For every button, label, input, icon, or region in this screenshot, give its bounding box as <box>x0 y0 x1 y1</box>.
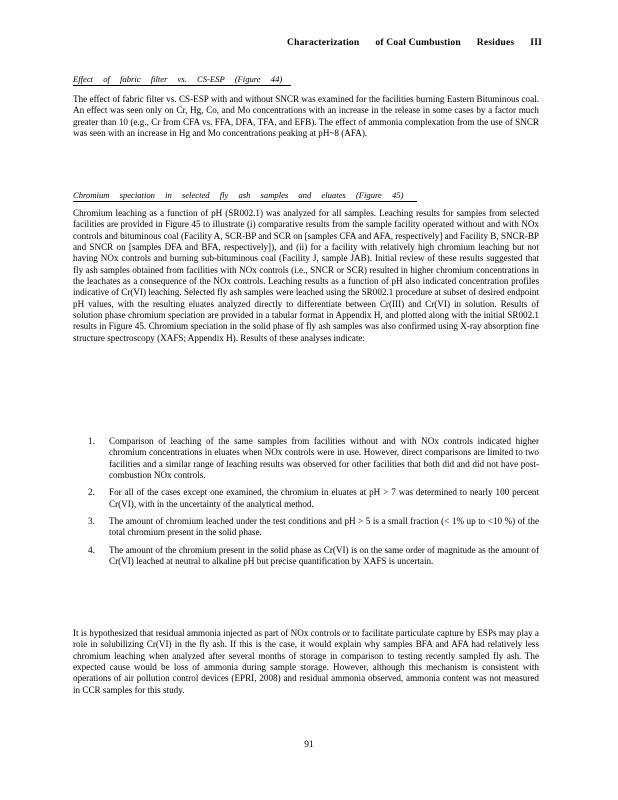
section-heading-fabric-filter: Effect of fabric filter vs. CS-ESP (Figure 44) <box>73 74 291 86</box>
list-item: 2. For all of the cases except one examined, the chromium in eluates at pH > 7 was determined to nearly 100 percent Cr(VI), with in the uncertainty of the analytical method. <box>88 487 539 509</box>
header-word-4: III <box>530 38 542 48</box>
findings-list <box>88 436 539 573</box>
list-item: 4. The amount of the chromium present in the solid phase as Cr(VI) is on the same order of magnitude as the amount of Cr(VI) leached at neutral to alkaline pH but precise quantification by XAFS is uncertain. <box>88 544 539 567</box>
list-item: 1. Comparison of leaching of the same samples from facilities without and with NOx controls indicated higher chromium concentrations in eluates when NOx controls were in use. However, direct comparisons are limited to two facilities and a similar range of leaching results was observed for other facilities that both did and did not have post-combustion NOx controls. <box>88 436 539 481</box>
header-word-2: of Coal Cumbustion <box>375 38 461 48</box>
list-item: 3. The amount of chromium leached under the test conditions and pH > 5 is a small fraction (< 1% up to <10 %) of the total chromium present in the solid phase. <box>88 516 539 538</box>
page-number: 91 <box>304 740 314 750</box>
paragraph-hypothesis: It is hypothesized that residual ammonia injected as part of NOx controls or to facilitate particulate capture by ESPs may play a role in solubilizing Cr(VI) in the fly ash. If this is the case, it would explain why samples BFA and AFA had relatively less chromium leaching when analyzed after several months of storage in comparison to testing recently sampled fly ash. The expected cause would be loss of ammonia during sample storage. However, although this mechanism is consistent with operations of air pollution control devices (EPRI, 2008) and residual ammonia observed, ammonia content was not measured in CCR samples for this study. <box>73 628 539 695</box>
header-word-1: Characterization <box>287 38 360 48</box>
section-heading-chromium-speciation: Chromium speciation in selected fly ash samples and eluates (Figure 45) <box>73 190 417 202</box>
paragraph-fabric-filter: The effect of fabric filter vs. CS-ESP with and without SNCR was examined for the facilities burning Eastern Bituminous coal. An effect was seen only on Cr, Hg, Co, and Mo concentrations with an increase in the release in some cases by a factor much greater than 10 (e.g., Cr from CFA vs. FFA, DFA, TFA, and EFB). The effect of ammonia complexation from the use of SNCR was seen with an increase in Hg and Mo concentrations peaking at pH~8 (AFA). <box>73 94 539 139</box>
header-word-3: Residues <box>476 38 515 48</box>
running-header <box>271 38 542 48</box>
paragraph-chromium-leaching: Chromium leaching as a function of pH (SR002.1) was analyzed for all samples. Leaching results for samples from selected facilities are provided in Figure 45 to illustrate (i) comparative results from the sample facility operated without and with NOx controls and bituminous coal (Facility A, SCR-BP and SCR on [samples CFA and AFA, respectively] and Facility B, SNCR-BP and SNCR on [samples DFA and BFA, respectively]), and (ii) for a facility with relatively high chromium leaching but not having NOx controls and burning sub-bituminous coal (Facility J, sample JAB). Initial review of these results suggested that fly ash samples obtained from facilities with NOx controls (i.e., SNCR or SCR) resulted in higher chromium concentrations in the leachates as a consequence of the NOx controls. Leaching results as a function of pH also indicated concentration profiles indicative of Cr(VI) leaching. Selected fly ash samples were leached using the SR002.1 procedure at subset of desired endpoint pH values, with the resulting eluates analyzed directly to differentiate between Cr(III) and Cr(VI) in solution. Results of solution phase chromium speciation are provided in a tabular format in Appendix H, and plotted along with the initial SR002.1 results in Figure 45. Chromium speciation in the solid phase of fly ash samples was also confirmed using X-ray absorption fine structure spectroscopy (XAFS; Appendix H). Results of these analyses indicate: <box>73 208 539 343</box>
